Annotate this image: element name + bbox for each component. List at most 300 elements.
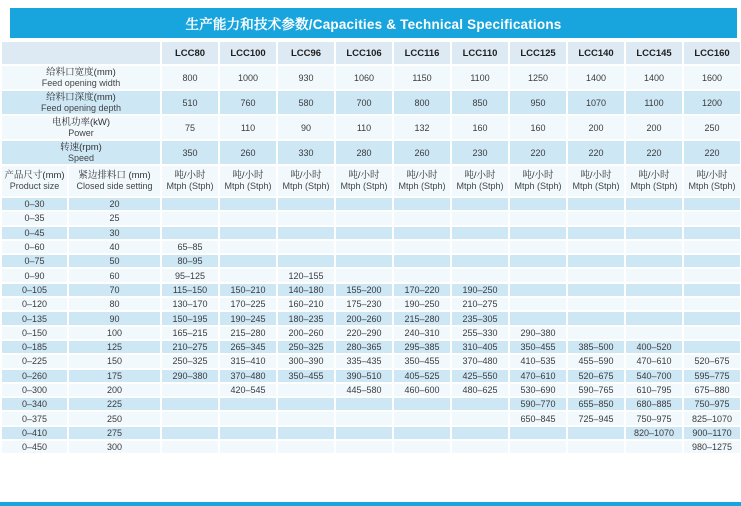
capacity-cell: [335, 268, 393, 282]
capacity-cell: 520–675: [567, 369, 625, 383]
model-header: LCC145: [625, 41, 683, 65]
capacity-cell: 455–590: [567, 354, 625, 368]
capacity-cell: 130–170: [161, 297, 219, 311]
unit-header: [161, 165, 219, 197]
capacity-cell: 350–455: [509, 340, 567, 354]
specifications-table: [0, 40, 741, 455]
label-zh: 吨/小时: [580, 170, 612, 181]
capacity-cell: 220–290: [335, 326, 393, 340]
spec-value: 250: [683, 115, 741, 140]
capacity-cell: 200–260: [277, 326, 335, 340]
table-row: [1, 369, 741, 383]
capacity-cell: 470–610: [509, 369, 567, 383]
model-header: LCC110: [451, 41, 509, 65]
capacity-cell: [509, 211, 567, 225]
table-row: [1, 254, 741, 268]
capacity-cell: 520–675: [683, 354, 741, 368]
table-row: [1, 197, 741, 211]
capacity-cell: 315–410: [219, 354, 277, 368]
capacity-cell: [335, 254, 393, 268]
capacity-cell: [219, 240, 277, 254]
capacity-cell: [335, 411, 393, 425]
spec-value: 800: [161, 65, 219, 90]
capacity-cell: [567, 197, 625, 211]
capacity-cell: 410–535: [509, 354, 567, 368]
capacity-cell: [277, 440, 335, 454]
capacity-cell: [625, 211, 683, 225]
closed-side-setting-cell: 60: [68, 268, 161, 282]
capacity-cell: 150–195: [161, 311, 219, 325]
closed-side-setting-header: [68, 165, 161, 197]
closed-side-setting-cell: 300: [68, 440, 161, 454]
capacity-cell: [625, 326, 683, 340]
capacity-cell: 180–235: [277, 311, 335, 325]
label-zh: 给料口宽度(mm): [46, 66, 116, 78]
capacity-cell: [219, 211, 277, 225]
unit-header: [219, 165, 277, 197]
label-en: Mtph (Stph): [456, 181, 504, 191]
spec-value: 160: [509, 115, 567, 140]
capacity-cell: 65–85: [161, 240, 219, 254]
capacity-cell: [219, 440, 277, 454]
label-zh: 产品尺寸(mm): [4, 170, 65, 181]
capacity-cell: [161, 383, 219, 397]
capacity-cell: 750–975: [683, 397, 741, 411]
capacity-cell: 190–245: [219, 311, 277, 325]
capacity-cell: 170–220: [393, 283, 451, 297]
spec-value: 200: [625, 115, 683, 140]
spec-value: 200: [567, 115, 625, 140]
spec-value: 1200: [683, 90, 741, 115]
spec-value: 90: [277, 115, 335, 140]
capacity-cell: [509, 426, 567, 440]
spec-value: 1060: [335, 65, 393, 90]
capacity-cell: [509, 297, 567, 311]
capacity-cell: 420–545: [219, 383, 277, 397]
capacity-cell: [567, 311, 625, 325]
capacity-cell: [509, 311, 567, 325]
capacity-cell: 610–795: [625, 383, 683, 397]
capacity-cell: [625, 254, 683, 268]
label-zh: 电机功率(kW): [51, 116, 111, 128]
product-size-cell: 0–45: [1, 226, 68, 240]
capacity-cell: [277, 426, 335, 440]
closed-side-setting-cell: 25: [68, 211, 161, 225]
capacity-cell: [683, 240, 741, 254]
table-row: [1, 226, 741, 240]
spec-value: 1000: [219, 65, 277, 90]
capacity-cell: 425–550: [451, 369, 509, 383]
model-header: LCC160: [683, 41, 741, 65]
capacity-cell: [393, 411, 451, 425]
product-size-header: [1, 165, 68, 197]
capacity-cell: 165–215: [161, 326, 219, 340]
capacity-cell: [277, 411, 335, 425]
capacity-cell: [393, 254, 451, 268]
capacity-cell: [683, 326, 741, 340]
capacity-cell: [393, 226, 451, 240]
label-zh: 吨/小时: [522, 170, 554, 181]
capacity-cell: [393, 440, 451, 454]
capacity-cell: [451, 197, 509, 211]
capacity-cell: [625, 440, 683, 454]
table-row: [1, 283, 741, 297]
capacity-cell: [683, 297, 741, 311]
closed-side-setting-cell: 80: [68, 297, 161, 311]
product-size-cell: 0–90: [1, 268, 68, 282]
spec-value: 1400: [567, 65, 625, 90]
product-size-cell: 0–75: [1, 254, 68, 268]
capacity-cell: [161, 426, 219, 440]
unit-header: [509, 165, 567, 197]
unit-header: [335, 165, 393, 197]
capacity-cell: [509, 254, 567, 268]
closed-side-setting-cell: 50: [68, 254, 161, 268]
capacity-cell: [451, 411, 509, 425]
spec-value: 930: [277, 65, 335, 90]
capacity-cell: 295–385: [393, 340, 451, 354]
capacity-cell: 825–1070: [683, 411, 741, 425]
capacity-cell: [161, 411, 219, 425]
label-zh: 吨/小时: [464, 170, 496, 181]
capacity-cell: 370–480: [451, 354, 509, 368]
closed-side-setting-cell: 225: [68, 397, 161, 411]
spec-value: 260: [219, 140, 277, 165]
capacity-cell: 290–380: [161, 369, 219, 383]
product-size-cell: 0–375: [1, 411, 68, 425]
label-zh: 紧边排料口 (mm): [78, 170, 151, 181]
model-header: LCC100: [219, 41, 277, 65]
capacity-cell: [451, 240, 509, 254]
capacity-cell: 190–250: [393, 297, 451, 311]
capacity-cell: 370–480: [219, 369, 277, 383]
table-row: [1, 297, 741, 311]
capacity-cell: [219, 397, 277, 411]
capacity-cell: 155–200: [335, 283, 393, 297]
model-header: LCC106: [335, 41, 393, 65]
spec-value: 700: [335, 90, 393, 115]
table-row: [1, 140, 741, 165]
capacity-cell: 250–325: [161, 354, 219, 368]
table-row: [1, 65, 741, 90]
product-size-cell: 0–410: [1, 426, 68, 440]
capacity-cell: 160–210: [277, 297, 335, 311]
label-en: Mtph (Stph): [514, 181, 562, 191]
capacity-cell: [277, 211, 335, 225]
closed-side-setting-cell: 275: [68, 426, 161, 440]
product-size-cell: 0–135: [1, 311, 68, 325]
label-zh: 吨/小时: [348, 170, 380, 181]
capacity-cell: [335, 240, 393, 254]
spec-value: 75: [161, 115, 219, 140]
closed-side-setting-cell: 175: [68, 369, 161, 383]
capacity-cell: [567, 297, 625, 311]
capacity-cell: [625, 240, 683, 254]
spec-label: [1, 115, 161, 140]
capacity-cell: 335–435: [335, 354, 393, 368]
spec-value: 1100: [625, 90, 683, 115]
table-row: [1, 115, 741, 140]
closed-side-setting-cell: 200: [68, 383, 161, 397]
table-row: [1, 311, 741, 325]
closed-side-setting-cell: 100: [68, 326, 161, 340]
capacity-cell: 530–690: [509, 383, 567, 397]
capacity-cell: 385–500: [567, 340, 625, 354]
capacity-cell: 150–210: [219, 283, 277, 297]
label-zh: 吨/小时: [638, 170, 670, 181]
capacity-cell: 350–455: [277, 369, 335, 383]
table-row: [1, 41, 741, 65]
label-en: Power: [68, 127, 94, 138]
capacity-cell: [683, 340, 741, 354]
capacity-cell: 400–520: [625, 340, 683, 354]
label-zh: 吨/小时: [696, 170, 728, 181]
spec-value: 220: [567, 140, 625, 165]
table-row: [1, 165, 741, 197]
capacity-cell: 95–125: [161, 268, 219, 282]
model-header: LCC96: [277, 41, 335, 65]
capacity-cell: 115–150: [161, 283, 219, 297]
unit-header: [567, 165, 625, 197]
closed-side-setting-cell: 150: [68, 354, 161, 368]
capacity-cell: [451, 226, 509, 240]
capacity-cell: 900–1170: [683, 426, 741, 440]
label-en: Closed side setting: [76, 181, 153, 191]
capacity-cell: 470–610: [625, 354, 683, 368]
product-size-cell: 0–340: [1, 397, 68, 411]
label-zh: 吨/小时: [290, 170, 322, 181]
label-en: Mtph (Stph): [282, 181, 330, 191]
unit-header: [683, 165, 741, 197]
page-title: 生产能力和技术参数/Capacities & Technical Specifications: [10, 8, 737, 38]
capacity-cell: 390–510: [335, 369, 393, 383]
table-row: [1, 383, 741, 397]
label-zh: 吨/小时: [174, 170, 206, 181]
table-row: [1, 240, 741, 254]
spec-value: 110: [335, 115, 393, 140]
model-header: LCC80: [161, 41, 219, 65]
capacity-cell: [451, 426, 509, 440]
model-header: LCC140: [567, 41, 625, 65]
capacity-cell: [335, 426, 393, 440]
spec-value: 110: [219, 115, 277, 140]
label-en: Mtph (Stph): [572, 181, 620, 191]
capacity-cell: [219, 197, 277, 211]
table-row: [1, 90, 741, 115]
table-row: [1, 211, 741, 225]
capacity-cell: [277, 254, 335, 268]
capacity-cell: 980–1275: [683, 440, 741, 454]
table-row: [1, 268, 741, 282]
capacity-cell: 210–275: [451, 297, 509, 311]
spec-value: 1600: [683, 65, 741, 90]
capacity-cell: 200–260: [335, 311, 393, 325]
capacity-cell: [625, 268, 683, 282]
capacity-cell: 235–305: [451, 311, 509, 325]
capacity-cell: [509, 283, 567, 297]
capacity-cell: [567, 440, 625, 454]
capacity-cell: [277, 226, 335, 240]
capacity-cell: [509, 226, 567, 240]
table-row: [1, 354, 741, 368]
capacity-cell: 140–180: [277, 283, 335, 297]
capacity-cell: 650–845: [509, 411, 567, 425]
capacity-cell: 290–380: [509, 326, 567, 340]
spec-value: 220: [509, 140, 567, 165]
capacity-cell: [625, 311, 683, 325]
label-en: Feed opening width: [41, 77, 121, 88]
table-row: [1, 411, 741, 425]
unit-header: [277, 165, 335, 197]
spec-value: 280: [335, 140, 393, 165]
label-zh: 吨/小时: [406, 170, 438, 181]
spec-value: 1070: [567, 90, 625, 115]
capacity-cell: [335, 440, 393, 454]
capacity-cell: 250–325: [277, 340, 335, 354]
model-header: LCC116: [393, 41, 451, 65]
capacity-cell: 190–250: [451, 283, 509, 297]
capacity-cell: [219, 268, 277, 282]
label-en: Mtph (Stph): [398, 181, 446, 191]
product-size-cell: 0–35: [1, 211, 68, 225]
spec-value: 1400: [625, 65, 683, 90]
capacity-cell: 280–365: [335, 340, 393, 354]
capacity-cell: [683, 268, 741, 282]
bottom-accent-strip: [0, 502, 741, 506]
capacity-cell: [219, 254, 277, 268]
capacity-cell: 215–280: [393, 311, 451, 325]
capacity-cell: [161, 397, 219, 411]
capacity-cell: [567, 326, 625, 340]
label-en: Mtph (Stph): [224, 181, 272, 191]
capacity-cell: [625, 283, 683, 297]
capacity-cell: [335, 397, 393, 411]
spec-value: 850: [451, 90, 509, 115]
table-row: [1, 397, 741, 411]
capacity-cell: 460–600: [393, 383, 451, 397]
spec-value: 350: [161, 140, 219, 165]
capacity-cell: [625, 197, 683, 211]
capacity-cell: [219, 426, 277, 440]
product-size-cell: 0–300: [1, 383, 68, 397]
capacity-cell: [567, 240, 625, 254]
spec-value: 1100: [451, 65, 509, 90]
label-en: Speed: [67, 152, 95, 163]
label-en: Product size: [9, 181, 60, 191]
capacity-cell: 540–700: [625, 369, 683, 383]
label-en: Mtph (Stph): [340, 181, 388, 191]
spec-value: 330: [277, 140, 335, 165]
spec-value: 800: [393, 90, 451, 115]
spec-label: [1, 65, 161, 90]
capacity-cell: [335, 197, 393, 211]
product-size-cell: 0–185: [1, 340, 68, 354]
capacity-cell: [393, 211, 451, 225]
capacity-cell: [451, 397, 509, 411]
table-row: [1, 426, 741, 440]
spec-label: [1, 140, 161, 165]
label-zh: 给料口深度(mm): [46, 91, 116, 103]
product-size-cell: 0–60: [1, 240, 68, 254]
capacity-cell: [277, 240, 335, 254]
capacity-cell: [683, 211, 741, 225]
spec-value: 950: [509, 90, 567, 115]
product-size-cell: 0–105: [1, 283, 68, 297]
label-zh: 转速(rpm): [60, 141, 102, 153]
capacity-cell: 655–850: [567, 397, 625, 411]
capacity-cell: 120–155: [277, 268, 335, 282]
spec-table-body: [1, 41, 741, 454]
capacity-cell: [161, 211, 219, 225]
capacity-cell: [509, 240, 567, 254]
capacity-cell: [161, 226, 219, 240]
spec-value: 220: [683, 140, 741, 165]
capacity-cell: [567, 268, 625, 282]
capacity-cell: 445–580: [335, 383, 393, 397]
capacity-cell: [335, 211, 393, 225]
model-header: LCC125: [509, 41, 567, 65]
capacity-cell: 590–770: [509, 397, 567, 411]
product-size-cell: 0–225: [1, 354, 68, 368]
capacity-cell: [683, 226, 741, 240]
capacity-cell: 675–880: [683, 383, 741, 397]
capacity-cell: [509, 440, 567, 454]
closed-side-setting-cell: 30: [68, 226, 161, 240]
label-en: Mtph (Stph): [166, 181, 214, 191]
capacity-cell: [161, 197, 219, 211]
capacity-cell: [683, 283, 741, 297]
capacity-cell: 820–1070: [625, 426, 683, 440]
spec-label: [1, 90, 161, 115]
capacity-cell: 80–95: [161, 254, 219, 268]
product-size-cell: 0–30: [1, 197, 68, 211]
corner-cell: [1, 41, 161, 65]
unit-header: [393, 165, 451, 197]
product-size-cell: 0–260: [1, 369, 68, 383]
capacity-cell: 170–225: [219, 297, 277, 311]
closed-side-setting-cell: 70: [68, 283, 161, 297]
capacity-cell: [683, 311, 741, 325]
capacity-cell: [567, 426, 625, 440]
capacity-cell: 725–945: [567, 411, 625, 425]
product-size-cell: 0–450: [1, 440, 68, 454]
label-en: Mtph (Stph): [630, 181, 678, 191]
closed-side-setting-cell: 250: [68, 411, 161, 425]
capacity-cell: [277, 397, 335, 411]
capacity-cell: 590–765: [567, 383, 625, 397]
capacity-cell: [509, 197, 567, 211]
spec-value: 260: [393, 140, 451, 165]
capacity-cell: [451, 268, 509, 282]
label-zh: 吨/小时: [232, 170, 264, 181]
capacity-cell: 350–455: [393, 354, 451, 368]
capacity-cell: [335, 226, 393, 240]
table-row: [1, 440, 741, 454]
spec-value: 580: [277, 90, 335, 115]
capacity-cell: [451, 440, 509, 454]
closed-side-setting-cell: 40: [68, 240, 161, 254]
capacity-cell: 595–775: [683, 369, 741, 383]
table-row: [1, 340, 741, 354]
capacity-cell: 310–405: [451, 340, 509, 354]
capacity-cell: [683, 254, 741, 268]
capacity-cell: [567, 226, 625, 240]
capacity-cell: [219, 411, 277, 425]
label-en: Mtph (Stph): [688, 181, 736, 191]
closed-side-setting-cell: 20: [68, 197, 161, 211]
capacity-cell: [567, 254, 625, 268]
capacity-cell: 210–275: [161, 340, 219, 354]
